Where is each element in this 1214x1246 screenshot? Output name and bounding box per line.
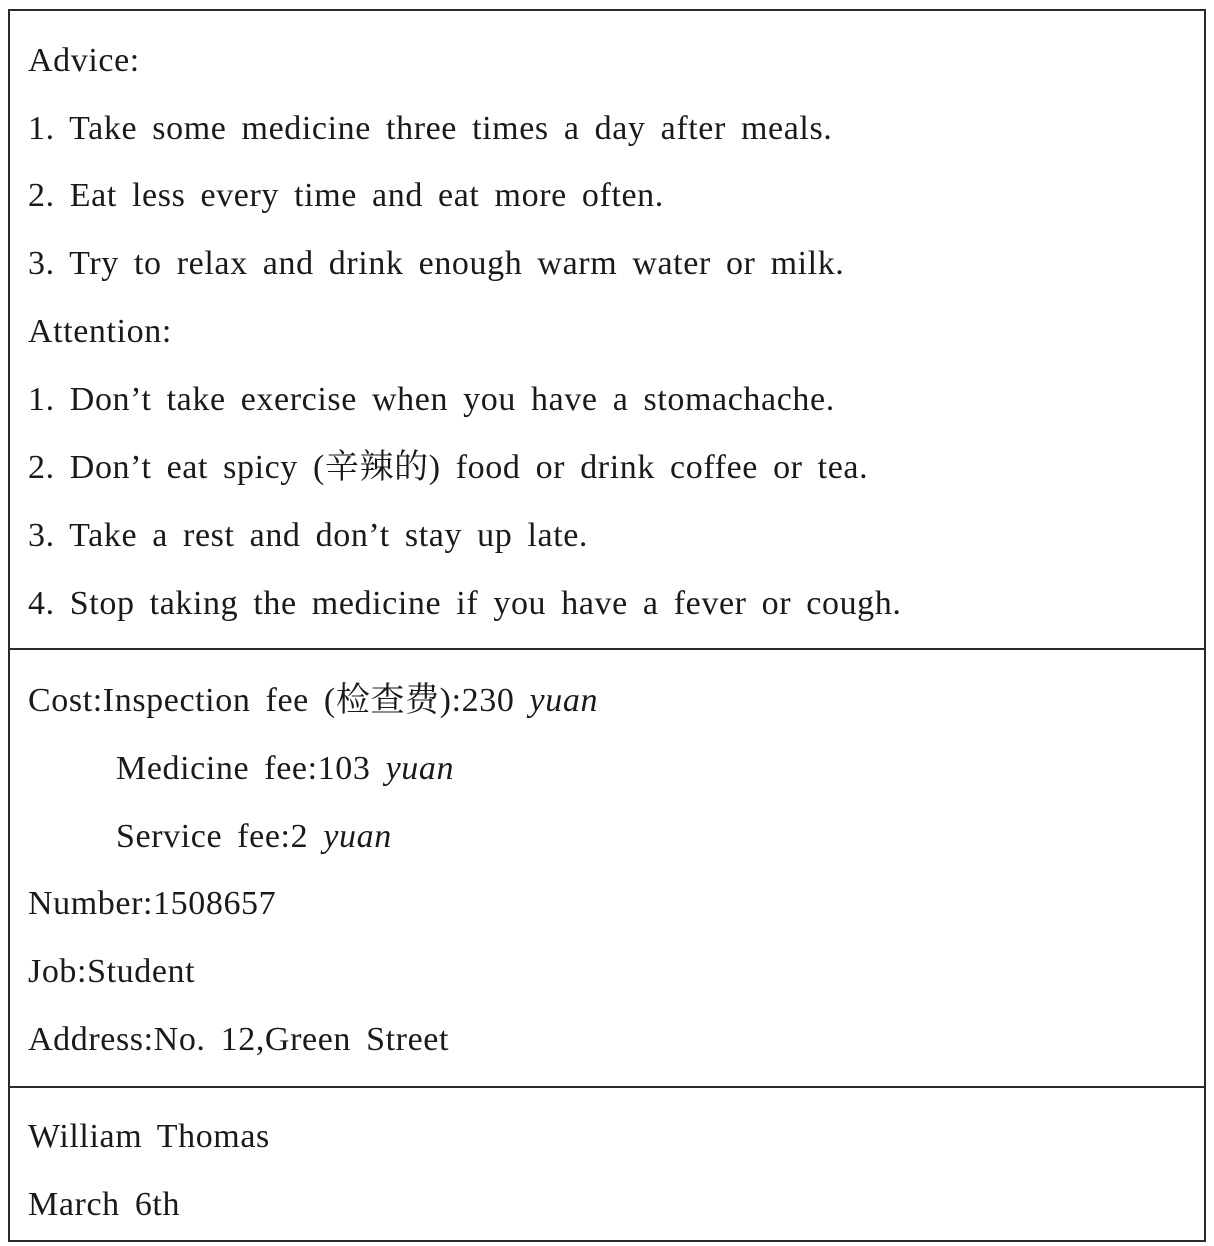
currency-unit: yuan xyxy=(385,750,455,787)
advice-item: 2. Eat less every time and eat more often. xyxy=(28,177,664,214)
prescription-card xyxy=(8,9,1206,1242)
attention-item: 3. Take a rest and don’t stay up late. xyxy=(28,517,589,554)
doctor-name: William Thomas xyxy=(28,1118,270,1155)
inspection-fee-row xyxy=(28,681,598,721)
attention-heading: Attention: xyxy=(28,313,172,350)
patient-info-section xyxy=(10,648,1204,1086)
medicine-fee: Medicine fee:103 xyxy=(116,750,371,787)
patient-address: Address:No. 12,Green Street xyxy=(28,1021,449,1058)
advice-item: 1. Take some medicine three times a day after meals. xyxy=(28,110,833,147)
medicine-fee-row xyxy=(116,749,454,789)
advice-item: 3. Try to relax and drink enough warm water or milk. xyxy=(28,245,845,282)
advice-heading: Advice: xyxy=(28,42,140,79)
currency-unit: yuan xyxy=(529,682,599,719)
currency-unit: yuan xyxy=(323,818,392,855)
attention-item: 2. Don’t eat spicy (辛辣的) food or drink coffee or tea. xyxy=(28,449,869,486)
visit-date: March 6th xyxy=(28,1186,181,1223)
patient-number: Number:1508657 xyxy=(28,885,277,922)
advice-attention-section xyxy=(10,11,1204,648)
service-fee: Service fee:2 xyxy=(116,818,309,855)
signature-section xyxy=(10,1086,1204,1242)
attention-item: 4. Stop taking the medicine if you have a fever or cough. xyxy=(28,585,902,622)
attention-item: 1. Don’t take exercise when you have a stomachache. xyxy=(28,381,835,418)
service-fee-row xyxy=(116,817,392,857)
inspection-fee: Cost:Inspection fee (检查费):230 xyxy=(28,682,515,719)
patient-job: Job:Student xyxy=(28,953,196,990)
